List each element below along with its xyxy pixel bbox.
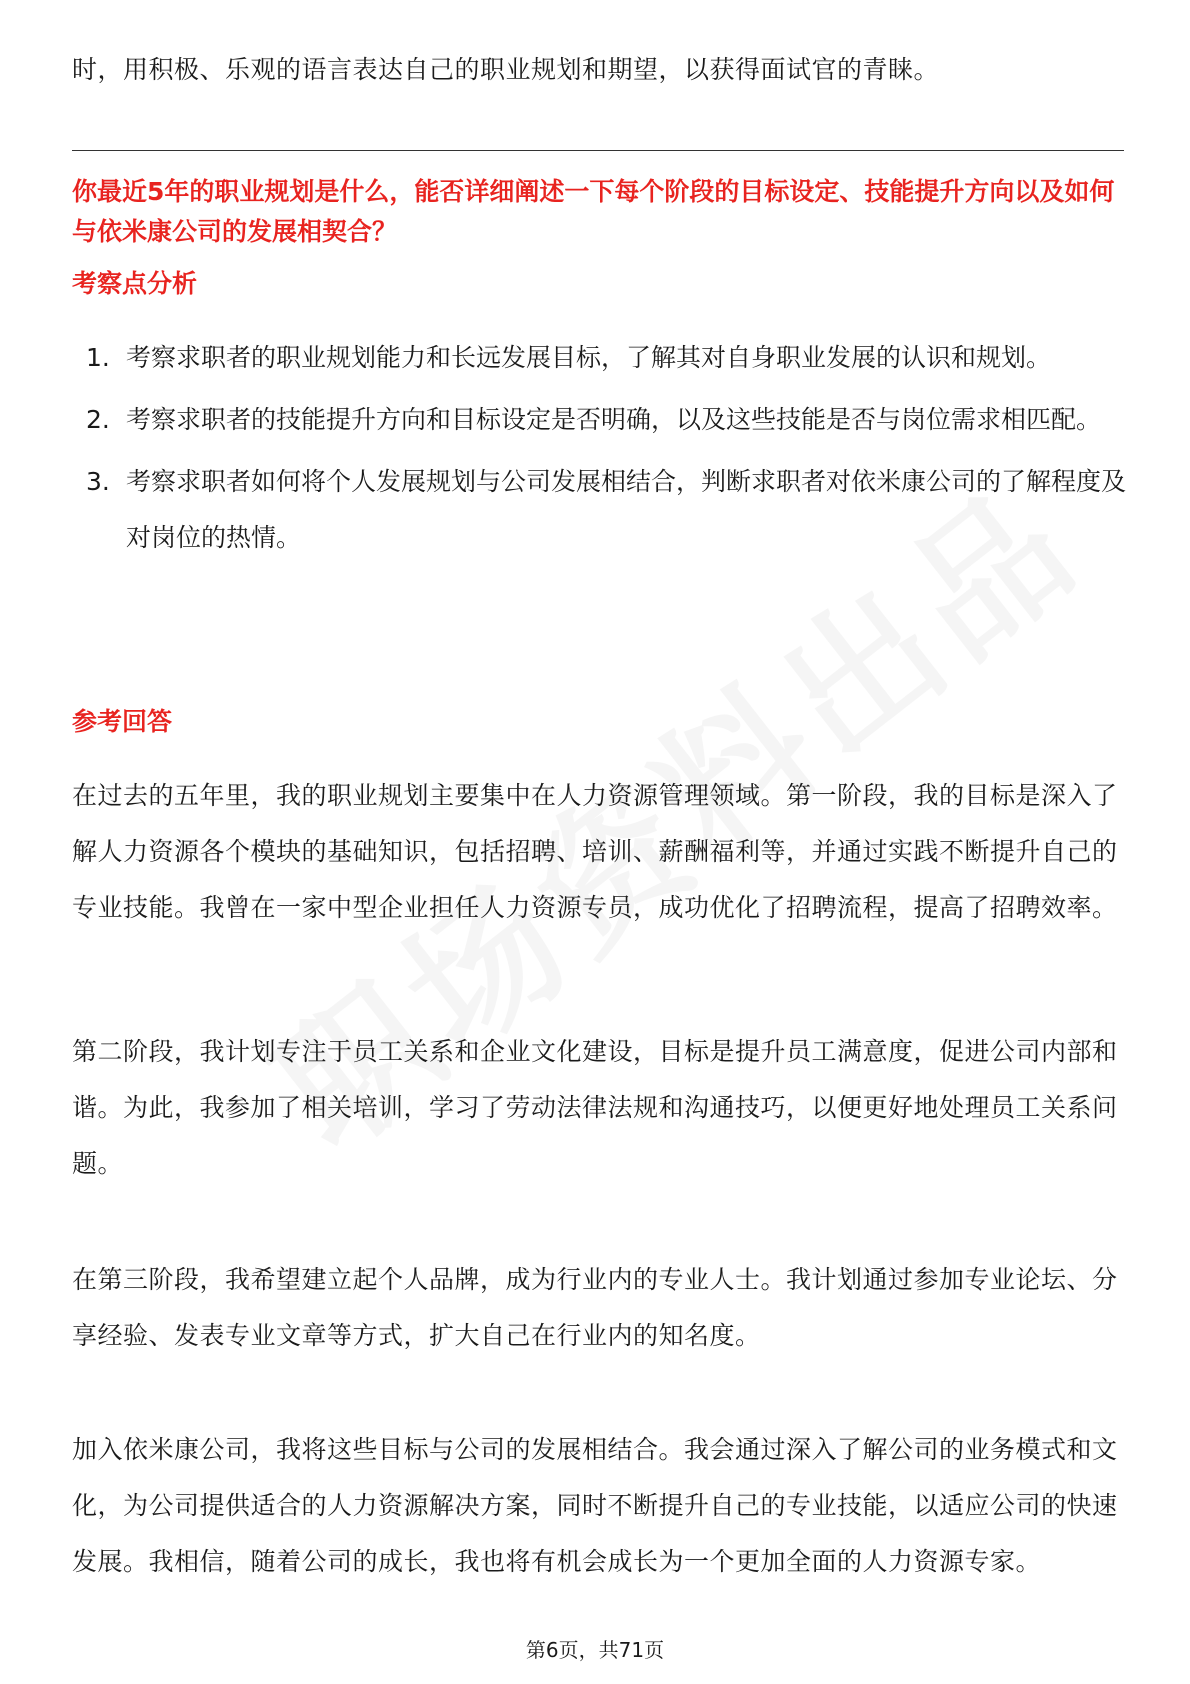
answer-paragraph: 在过去的五年里，我的职业规划主要集中在人力资源管理领域。第一阶段，我的目标是深入了解人力资源各个模块的基础知识，包括招聘、培训、薪酬福利等，并通过实践不断提升自己的专业技能。我曾在一家中型企业担任人力资源专员，成功优化了招聘流程，提高了招聘效率。 [72,781,1118,922]
answer-paragraph: 加入依米康公司，我将这些目标与公司的发展相结合。我会通过深入了解公司的业务模式和文化，为公司提供适合的人力资源解决方案，同时不断提升自己的专业技能，以适应公司的快速发展。我相信，随着公司的成长，我也将有机会成长为一个更加全面的人力资源专家。 [72,1435,1118,1576]
list-item [72,330,1132,386]
page-footer: 第6页，共71页 [525,1638,665,1662]
list-item-text: 考察求职者的技能提升方向和目标设定是否明确，以及这些技能是否与岗位需求相匹配。 [126,405,1102,434]
section-divider [72,150,1124,151]
answer-paragraph: 第二阶段，我计划专注于员工关系和企业文化建设，目标是提升员工满意度，促进公司内部和谐。为此，我参加了相关培训，学习了劳动法律法规和沟通技巧，以便更好地处理员工关系问题。 [72,1037,1118,1178]
answer-heading: 参考回答 [72,707,173,736]
answer-paragraph: 在第三阶段，我希望建立起个人品牌，成为行业内的专业人士。我计划通过参加专业论坛、分享经验、发表专业文章等方式，扩大自己在行业内的知名度。 [72,1265,1118,1350]
list-item [72,454,1132,566]
interview-question: 你最近5年的职业规划是什么，能否详细阐述一下每个阶段的目标设定、技能提升方向以及如何与依米康公司的发展相契合？ [72,177,1115,246]
list-item-text: 考察求职者如何将个人发展规划与公司发展相结合，判断求职者对依米康公司的了解程度及对岗位的热情。 [126,467,1127,552]
list-item-text: 考察求职者的职业规划能力和长远发展目标，了解其对自身职业发展的认识和规划。 [126,343,1052,372]
intro-paragraph: 时，用积极、乐观的语言表达自己的职业规划和期望，以获得面试官的青睐。 [72,55,940,84]
list-item [72,392,1132,448]
list-item-number: 2. [86,405,110,434]
list-item-number: 3. [86,467,110,496]
analysis-heading: 考察点分析 [72,269,198,298]
list-item-number: 1. [86,343,110,372]
analysis-list [72,330,1132,572]
